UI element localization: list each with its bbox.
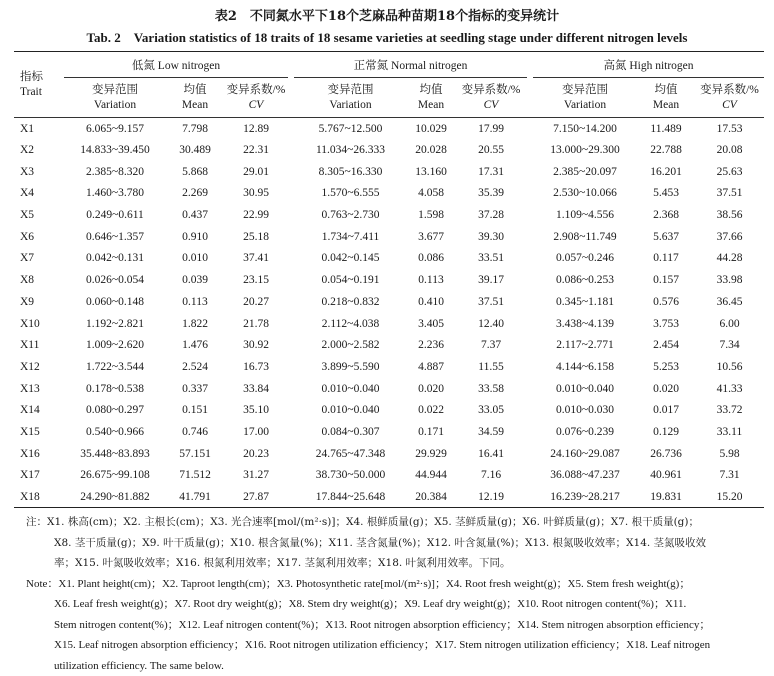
variation-cell: 24.160~29.087: [550, 447, 620, 460]
cv-cell: 17.53: [716, 122, 743, 135]
mean-cell: 1.598: [418, 209, 444, 222]
table-row: [14, 248, 764, 270]
variation-cell: 0.540~0.966: [86, 425, 144, 438]
variation-cell: 0.010~0.030: [556, 404, 614, 417]
cv-cell: 38.56: [716, 209, 743, 222]
trait-cell: X2: [20, 144, 35, 157]
variation-table: [14, 51, 764, 508]
mean-cell: 7.798: [182, 122, 208, 135]
cv-cell: 22.31: [243, 144, 269, 157]
table-row: [14, 269, 764, 291]
cv-cell: 31.27: [243, 469, 269, 482]
mean-cell: 2.524: [182, 360, 208, 373]
trait-cell: X17: [20, 469, 40, 482]
mean-cell: 20.384: [407, 486, 455, 508]
variation-cell: 26.675~99.108: [80, 469, 150, 482]
variation-cell: 2.385~20.097: [553, 165, 617, 178]
table-row: [14, 399, 764, 421]
cv-cell: 10.56: [716, 360, 743, 373]
table-row: [14, 183, 764, 205]
cv-cell: 37.28: [478, 209, 504, 222]
mean-cell: 4.058: [418, 187, 444, 200]
variation-cell: 16.239~28.217: [533, 486, 637, 508]
mean-cell: 5.637: [653, 230, 679, 243]
table-row: [14, 161, 764, 183]
cv-cell: 39.30: [478, 230, 504, 243]
cv-cell: 20.08: [716, 144, 743, 157]
variation-cell: 38.730~50.000: [315, 469, 386, 482]
cv-cell: 33.11: [716, 425, 743, 438]
cv-cell: 33.58: [478, 382, 504, 395]
cv-cell: 36.45: [716, 295, 743, 308]
cv-cell: 39.17: [478, 274, 504, 287]
mean-cell: 5.453: [653, 187, 679, 200]
mean-cell: 2.454: [653, 339, 679, 352]
variation-cell: 0.218~0.832: [321, 295, 380, 308]
variation-cell: 0.178~0.538: [86, 382, 144, 395]
variation-cell: 1.460~3.780: [86, 187, 144, 200]
note-cn-line: 注：X1. 株高(cm)；X2. 主根长(cm)；X3. 光合速率[mol/(m²·s)]；X4. 根鲜质量(g)；X5. 茎鲜质量(g)；X6. 叶鲜质量(g)；X7. 根干质量(g)；: [26, 516, 699, 528]
mean-cell: 41.791: [166, 486, 224, 508]
cv-cell: 37.41: [243, 252, 269, 265]
mean-cell: 5.868: [182, 165, 208, 178]
mean-cell: 29.929: [415, 447, 447, 460]
variation-cell: 1.722~3.544: [86, 360, 144, 373]
cv-cell: 16.73: [243, 360, 269, 373]
variation-cell: 24.290~81.882: [64, 486, 166, 508]
cv-cell: 20.23: [243, 447, 269, 460]
cv-cell: 11.55: [478, 360, 504, 373]
trait-cell: X7: [20, 252, 35, 265]
variation-cell: 0.345~1.181: [556, 295, 614, 308]
mean-cell: 2.236: [418, 339, 444, 352]
table-row: [14, 465, 764, 487]
cv-cell: 17.31: [478, 165, 504, 178]
mean-cell: 0.151: [182, 404, 208, 417]
table-body: [14, 118, 764, 508]
variation-cell: 7.150~14.200: [553, 122, 617, 135]
cv-cell: 34.59: [478, 425, 504, 438]
cv-cell: 7.16: [480, 469, 502, 482]
trait-cell: X4: [20, 187, 35, 200]
table-row: [14, 486, 764, 508]
mean-cell: 0.129: [653, 425, 679, 438]
variation-cell: 14.833~39.450: [80, 144, 150, 157]
trait-cell: X18: [14, 486, 64, 508]
mean-cell: 0.017: [653, 404, 679, 417]
group-header-high: 高氮 High nitrogen: [533, 52, 764, 78]
cv-cell: 12.40: [478, 317, 504, 330]
cv-cell: 35.39: [478, 187, 504, 200]
variation-cell: 24.765~47.348: [315, 447, 386, 460]
variation-cell: 0.060~0.148: [86, 295, 144, 308]
mean-cell: 57.151: [179, 447, 211, 460]
variation-cell: 1.009~2.620: [86, 339, 144, 352]
trait-cell: X10: [20, 317, 40, 330]
table-row: [14, 118, 764, 140]
cv-cell: 37.51: [478, 295, 504, 308]
cv-header: 变异系数/% CV: [224, 78, 288, 118]
note-cn-line: 率；X15. 叶氮吸收效率；X16. 根氮利用效率；X17. 茎氮利用效率；X18. 叶氮利用效率。下同。: [54, 557, 511, 569]
variation-cell: 1.570~6.555: [321, 187, 380, 200]
cv-cell: 23.15: [243, 274, 269, 287]
cv-cell: 20.27: [243, 295, 269, 308]
mean-cell: 0.337: [182, 382, 208, 395]
mean-cell: 0.022: [418, 404, 444, 417]
variation-cell: 0.084~0.307: [321, 425, 380, 438]
cv-cell: 35.10: [243, 404, 269, 417]
note-en-line: X15. Leaf nitrogen absorption efficiency；X16. Root nitrogen utilization efficiency；X17. Stem nitrogen utilization efficiency；X18. Leaf nitrogen: [54, 639, 711, 651]
variation-cell: 0.086~0.253: [556, 274, 614, 287]
trait-cell: X6: [20, 230, 35, 243]
mean-cell: 71.512: [179, 469, 211, 482]
mean-cell: 2.368: [653, 209, 679, 222]
mean-cell: 3.677: [418, 230, 444, 243]
trait-header-cn: 指标: [20, 70, 43, 83]
mean-cell: 1.822: [182, 317, 208, 330]
cv-cell: 33.51: [478, 252, 504, 265]
mean-cell: 0.113: [182, 295, 208, 308]
variation-cell: 5.767~12.500: [318, 122, 383, 135]
table-row: [14, 356, 764, 378]
cv-cell: 7.34: [719, 339, 740, 352]
table-notes: [26, 512, 762, 676]
variation-cell: 3.438~4.139: [556, 317, 614, 330]
cv-cell: 6.00: [719, 317, 740, 330]
cv-cell: 21.78: [243, 317, 269, 330]
mean-cell: 40.961: [650, 469, 682, 482]
trait-cell: X12: [20, 360, 40, 373]
mean-cell: 0.113: [418, 274, 444, 287]
trait-cell: X3: [20, 165, 35, 178]
cv-cell: 17.00: [243, 425, 269, 438]
cv-cell: 17.99: [478, 122, 504, 135]
mean-cell: 4.887: [418, 360, 444, 373]
cv-header: 变异系数/% CV: [455, 78, 527, 118]
mean-cell: 3.405: [418, 317, 444, 330]
variation-cell: 1.734~7.411: [321, 230, 380, 243]
variation-cell: 1.192~2.821: [86, 317, 144, 330]
trait-cell: X1: [20, 122, 35, 135]
trait-cell: X15: [20, 425, 40, 438]
trait-cell: X9: [20, 295, 35, 308]
cv-cell: 22.99: [243, 209, 269, 222]
cv-cell: 30.95: [243, 187, 269, 200]
mean-cell: 22.788: [650, 144, 682, 157]
mean-cell: 2.269: [182, 187, 208, 200]
variation-cell: 0.249~0.611: [86, 209, 144, 222]
table-row: [14, 139, 764, 161]
cv-cell: 33.98: [716, 274, 743, 287]
cv-cell: 25.18: [243, 230, 269, 243]
table-row: [14, 443, 764, 465]
variation-header: 变异范围 Variation: [533, 78, 637, 118]
cv-cell: 30.92: [243, 339, 269, 352]
mean-cell: 0.910: [182, 230, 208, 243]
variation-cell: 8.305~16.330: [318, 165, 383, 178]
cv-cell: 5.98: [719, 447, 740, 460]
cv-cell: 29.01: [243, 165, 269, 178]
cv-cell: 16.41: [478, 447, 504, 460]
mean-cell: 0.117: [653, 252, 679, 265]
table-title-cn: 表2 不同氮水平下18个芝麻品种苗期18个指标的变异统计: [214, 9, 560, 24]
variation-cell: 0.042~0.131: [86, 252, 144, 265]
mean-cell: 0.157: [653, 274, 679, 287]
variation-cell: 0.054~0.191: [321, 274, 380, 287]
variation-cell: 13.000~29.300: [550, 144, 620, 157]
mean-cell: 0.410: [418, 295, 444, 308]
mean-header: 均值 Mean: [637, 78, 695, 118]
group-header-normal: 正常氮 Normal nitrogen: [294, 52, 527, 78]
mean-cell: 20.028: [415, 144, 447, 157]
mean-cell: 0.171: [418, 425, 444, 438]
variation-cell: 0.076~0.239: [556, 425, 614, 438]
cv-cell: 33.05: [478, 404, 504, 417]
cv-cell: 20.55: [478, 144, 504, 157]
table-row: [14, 291, 764, 313]
variation-cell: 1.109~4.556: [556, 209, 614, 222]
mean-cell: 44.944: [415, 469, 447, 482]
variation-cell: 0.763~2.730: [321, 209, 380, 222]
trait-header: [14, 52, 64, 118]
table-title-en: Tab. 2 Variation statistics of 18 traits of 18 sesame varieties at seedling stage under different nitrogen levels: [86, 30, 688, 45]
variation-cell: 11.034~26.333: [315, 144, 386, 157]
mean-cell: 16.201: [650, 165, 682, 178]
cv-cell: 44.28: [716, 252, 743, 265]
variation-cell: 0.057~0.246: [556, 252, 614, 265]
trait-cell: X5: [20, 209, 35, 222]
mean-cell: 13.160: [415, 165, 447, 178]
variation-cell: 2.117~2.771: [556, 339, 614, 352]
cv-header: 变异系数/% CV: [695, 78, 764, 118]
variation-cell: 0.010~0.040: [321, 382, 380, 395]
mean-cell: 0.086: [418, 252, 444, 265]
cv-cell: 7.31: [719, 469, 740, 482]
note-en-line: Note：X1. Plant height(cm)；X2. Taproot length(cm)；X3. Photosynthetic rate[mol/(m²·s)]；X4. Root fresh weight(g)；X5. Stem fresh weight(g)；: [26, 577, 691, 590]
variation-cell: 17.844~25.648: [294, 486, 407, 508]
table-row: [14, 226, 764, 248]
variation-cell: 35.448~83.893: [80, 447, 150, 460]
mean-cell: 0.576: [653, 295, 679, 308]
cv-cell: 33.84: [243, 382, 269, 395]
mean-cell: 0.020: [418, 382, 444, 395]
mean-cell: 0.020: [653, 382, 679, 395]
cv-cell: 25.63: [716, 165, 743, 178]
cv-cell: 15.20: [695, 486, 764, 508]
mean-cell: 1.476: [182, 339, 208, 352]
mean-cell: 0.039: [182, 274, 208, 287]
mean-cell: 0.746: [182, 425, 208, 438]
trait-header-en: Trait: [20, 85, 42, 98]
mean-header: 均值 Mean: [166, 78, 224, 118]
trait-cell: X16: [20, 447, 40, 460]
cv-cell: 7.37: [480, 339, 502, 352]
note-en-line: Stem nitrogen content(%)；X12. Leaf nitrogen content(%)；X13. Root nitrogen absorption efficiency；X14. Stem nitrogen absorption efficiency；: [54, 618, 711, 631]
mean-cell: 0.437: [182, 209, 208, 222]
variation-cell: 2.112~4.038: [321, 317, 380, 330]
table-row: [14, 334, 764, 356]
variation-cell: 36.088~47.237: [550, 469, 620, 482]
variation-cell: 6.065~9.157: [86, 122, 144, 135]
table-row: [14, 378, 764, 400]
group-header-low: 低氮 Low nitrogen: [64, 52, 288, 78]
variation-cell: 0.026~0.054: [86, 274, 144, 287]
trait-cell: X11: [20, 339, 40, 352]
cv-cell: 37.51: [716, 187, 743, 200]
table-row: [14, 421, 764, 443]
note-en-line: X6. Leaf fresh weight(g)；X7. Root dry weight(g)；X8. Stem dry weight(g)；X9. Leaf dry weight(g)；X10. Root nitrogen content(%)；X11.: [54, 598, 687, 610]
variation-cell: 0.010~0.040: [556, 382, 614, 395]
trait-cell: X14: [20, 404, 40, 417]
mean-cell: 5.253: [653, 360, 679, 373]
table-row: [14, 204, 764, 226]
cv-cell: 27.87: [224, 486, 288, 508]
table-row: [14, 313, 764, 335]
cv-cell: 33.72: [716, 404, 743, 417]
mean-cell: 26.736: [650, 447, 682, 460]
trait-cell: X13: [20, 382, 40, 395]
cv-cell: 12.19: [455, 486, 527, 508]
variation-cell: 4.144~6.158: [556, 360, 614, 373]
cv-cell: 37.66: [716, 230, 743, 243]
mean-header: 均值 Mean: [407, 78, 455, 118]
variation-cell: 0.646~1.357: [86, 230, 144, 243]
variation-cell: 0.080~0.297: [86, 404, 144, 417]
trait-cell: X8: [20, 274, 35, 287]
variation-cell: 2.385~8.320: [86, 165, 144, 178]
mean-cell: 19.831: [637, 486, 695, 508]
cv-cell: 41.33: [716, 382, 743, 395]
variation-cell: 0.010~0.040: [321, 404, 380, 417]
variation-cell: 2.530~10.066: [553, 187, 617, 200]
variation-header: 变异范围 Variation: [64, 78, 166, 118]
variation-header: 变异范围 Variation: [294, 78, 407, 118]
cv-cell: 12.89: [243, 122, 269, 135]
mean-cell: 3.753: [653, 317, 679, 330]
variation-cell: 0.042~0.145: [321, 252, 380, 265]
mean-cell: 0.010: [182, 252, 208, 265]
note-en-line: utilization efficiency. The same below.: [54, 659, 224, 672]
mean-cell: 11.489: [650, 122, 682, 135]
variation-cell: 2.000~2.582: [321, 339, 380, 352]
variation-cell: 2.908~11.749: [553, 230, 617, 243]
mean-cell: 10.029: [415, 122, 447, 135]
note-cn-line: X8. 茎干质量(g)；X9. 叶干质量(g)；X10. 根含氮量(%)；X11. 茎含氮量(%)；X12. 叶含氮量(%)；X13. 根氮吸收效率；X14. 茎氮吸收效: [54, 536, 707, 549]
variation-cell: 3.899~5.590: [321, 360, 380, 373]
mean-cell: 30.489: [179, 144, 211, 157]
